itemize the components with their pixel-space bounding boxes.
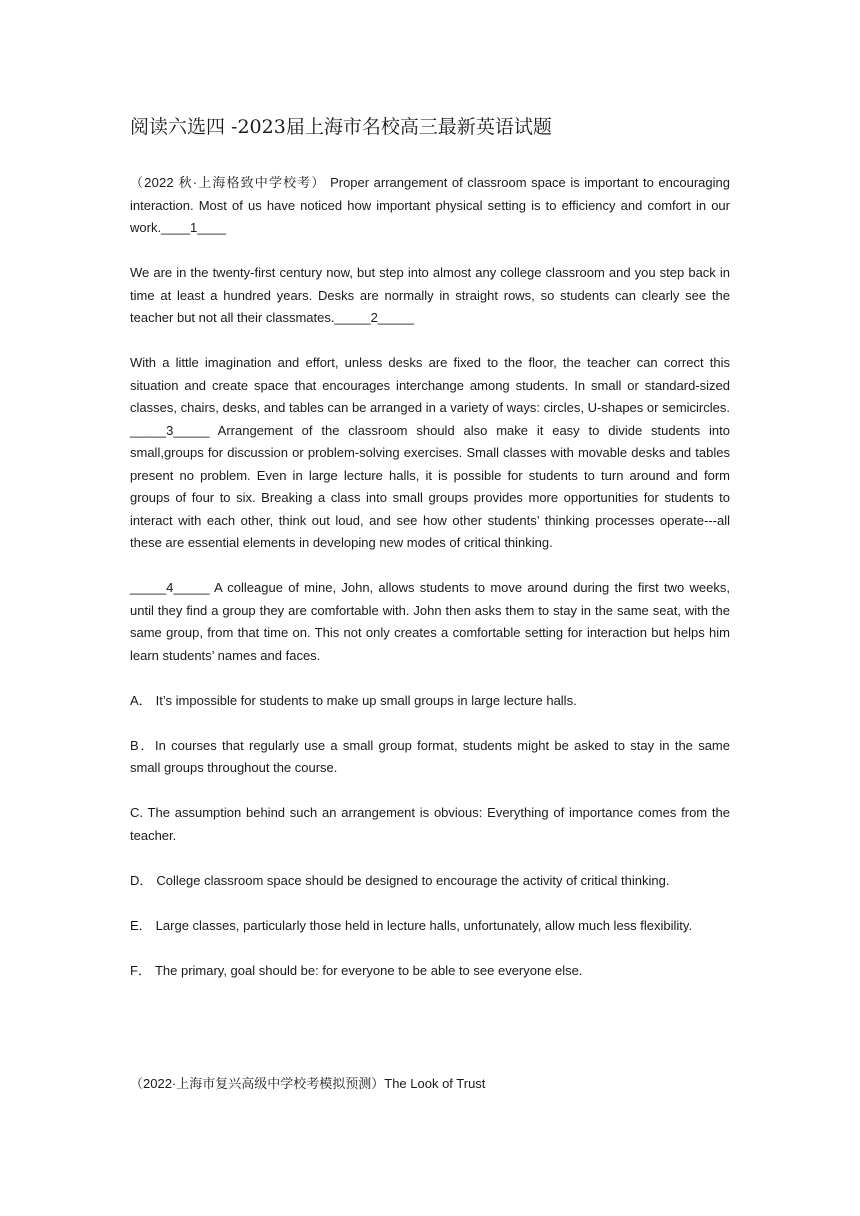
option-letter: A．: [130, 692, 152, 708]
passage-source: （2022 秋·上海格致中学校考）: [130, 175, 326, 190]
option-text: Large classes, particularly those held in lecture halls, unfortunately, allow much less flexibility.: [155, 917, 693, 933]
option-b: [130, 735, 730, 780]
option-text: It’s impossible for students to make up small groups in large lecture halls.: [155, 692, 577, 708]
option-c: [130, 802, 730, 847]
reading-passage: [130, 172, 730, 1005]
document-title: 阅读六选四 -2023届上海市名校高三最新英语试题: [130, 116, 552, 138]
answer-options: [130, 690, 730, 983]
option-text: The primary, goal should be: for everyone to be able to see everyone else.: [154, 962, 583, 978]
option-letter: B．: [130, 737, 156, 753]
option-text: The assumption behind such an arrangement is obvious: Everything of importance comes from the teacher.: [130, 805, 730, 843]
option-d: [130, 870, 730, 893]
passage-paragraph-3: With a little imagination and effort, unless desks are fixed to the floor, the teacher can correct this situation and create space that encourages interchange among students. In small or standard-sized classes, chairs, desks, and tables can be arranged in a variety of ways: circles, U-shapes or semicircles. _____3_____ Arrangement of the classroom should also make it easy to divide students into small,groups for discussion or problem-solving exercises. Small classes with movable desks and tables present no problem. Even in large lecture halls, it is possible for students to turn around and form groups of four to six. Breaking a class into small groups provides more opportunities for students to interact with each other, think out loud, and see how other students’ thinking processes operate---all these are essential elements in developing new modes of critical thinking.: [130, 355, 730, 550]
passage-paragraph-1: [130, 172, 730, 240]
option-text: College classroom space should be designed to encourage the activity of critical thinking.: [156, 872, 670, 888]
passage-paragraph-1-text: Proper arrangement of classroom space is important to encouraging interaction. Most of us have noticed how important physical setting is to efficiency and comfort in our work.____1____: [130, 175, 730, 235]
next-section-source: （2022·上海市复兴高级中学校考模拟预测）: [130, 1076, 385, 1091]
next-section-title: The Look of Trust: [384, 1076, 486, 1091]
option-letter: D．: [130, 872, 153, 888]
option-e: [130, 915, 730, 938]
option-letter: C.: [130, 805, 143, 820]
passage-paragraph-2: We are in the twenty-first century now, but step into almost any college classroom and you step back in time at least a hundred years. Desks are normally in straight rows, so students can clearly see the teacher but not all their classmates._____2_____: [130, 265, 730, 325]
passage-paragraph-4: _____4_____ A colleague of mine, John, allows students to move around during the first two weeks, until they find a group they are comfortable with. John then asks them to stay in the same seat, with the same group, from that time on. This not only creates a comfortable setting for interaction but helps him learn students’ names and faces.: [130, 580, 730, 663]
option-letter: E．: [130, 917, 152, 933]
option-a: [130, 690, 730, 713]
option-text: In courses that regularly use a small group format, students might be asked to stay in the same small groups throughout the course.: [130, 737, 730, 775]
option-f: [130, 960, 730, 983]
next-section-heading: [130, 1073, 730, 1095]
option-letter: F．: [130, 962, 151, 978]
